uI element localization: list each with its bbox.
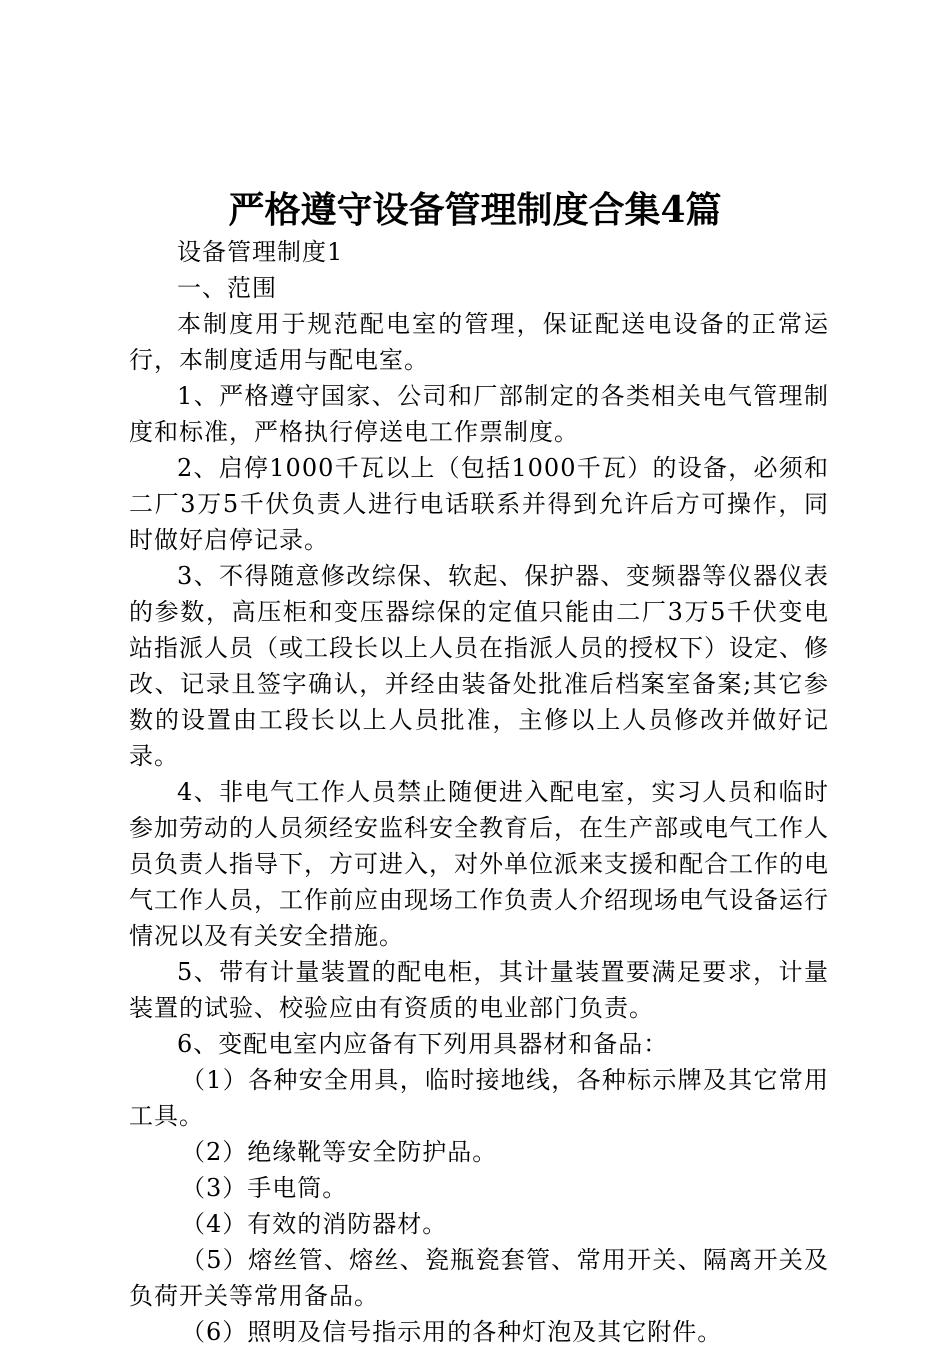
body-paragraph: 本制度用于规范配电室的管理，保证配送电设备的正常运行，本制度适用与配电室。 xyxy=(129,310,829,374)
body-paragraph: 5、带有计量装置的配电柜，其计量装置要满足要求，计量装置的试验、校验应由有资质的电业部门负责。 xyxy=(129,958,829,1022)
section-heading: 设备管理制度1 xyxy=(177,238,344,266)
list-item: （2）绝缘靴等安全防护品。 xyxy=(181,1138,498,1166)
body-paragraph: 3、不得随意修改综保、软起、保护器、变频器等仪器仪表的参数，高压柜和变压器综保的定值只能由二厂3万5千伏变电站指派人员（或工段长以上人员在指派人员的授权下）设定、修改、记录且签字确认，并经由装备处批准后档案室备案;其它参数的设置由工段长以上人员批准，主修以上人员修改并做好记录。 xyxy=(129,562,829,770)
body-paragraph: 1、严格遵守国家、公司和厂部制定的各类相关电气管理制度和标准，严格执行停送电工作票制度。 xyxy=(129,382,829,446)
list-item: （3）手电筒。 xyxy=(181,1174,348,1202)
list-item: （6）照明及信号指示用的各种灯泡及其它附件。 xyxy=(181,1318,723,1346)
list-item: （4）有效的消防器材。 xyxy=(181,1210,448,1238)
body-paragraph: 4、非电气工作人员禁止随便进入配电室，实习人员和临时参加劳动的人员须经安监科安全教育后，在生产部或电气工作人员负责人指导下，方可进入，对外单位派来支援和配合工作的电气工作人员，工作前应由现场工作负责人介绍现场电气设备运行情况以及有关安全措施。 xyxy=(129,778,829,950)
document-body xyxy=(129,234,829,1350)
body-paragraph: 6、变配电室内应备有下列用具器材和备品： xyxy=(177,1030,669,1058)
document-title: 严格遵守设备管理制度合集4篇 xyxy=(228,189,722,231)
list-item: （5）熔丝管、熔丝、瓷瓶瓷套管、常用开关、隔离开关及负荷开关等常用备品。 xyxy=(129,1246,829,1310)
subsection-heading: 一、范围 xyxy=(177,274,277,302)
body-paragraph: 2、启停1000千瓦以上（包括1000千瓦）的设备，必须和二厂3万5千伏负责人进行电话联系并得到允许后方可操作，同时做好启停记录。 xyxy=(129,454,829,554)
list-item: （1）各种安全用具，临时接地线，各种标示牌及其它常用工具。 xyxy=(129,1066,829,1130)
